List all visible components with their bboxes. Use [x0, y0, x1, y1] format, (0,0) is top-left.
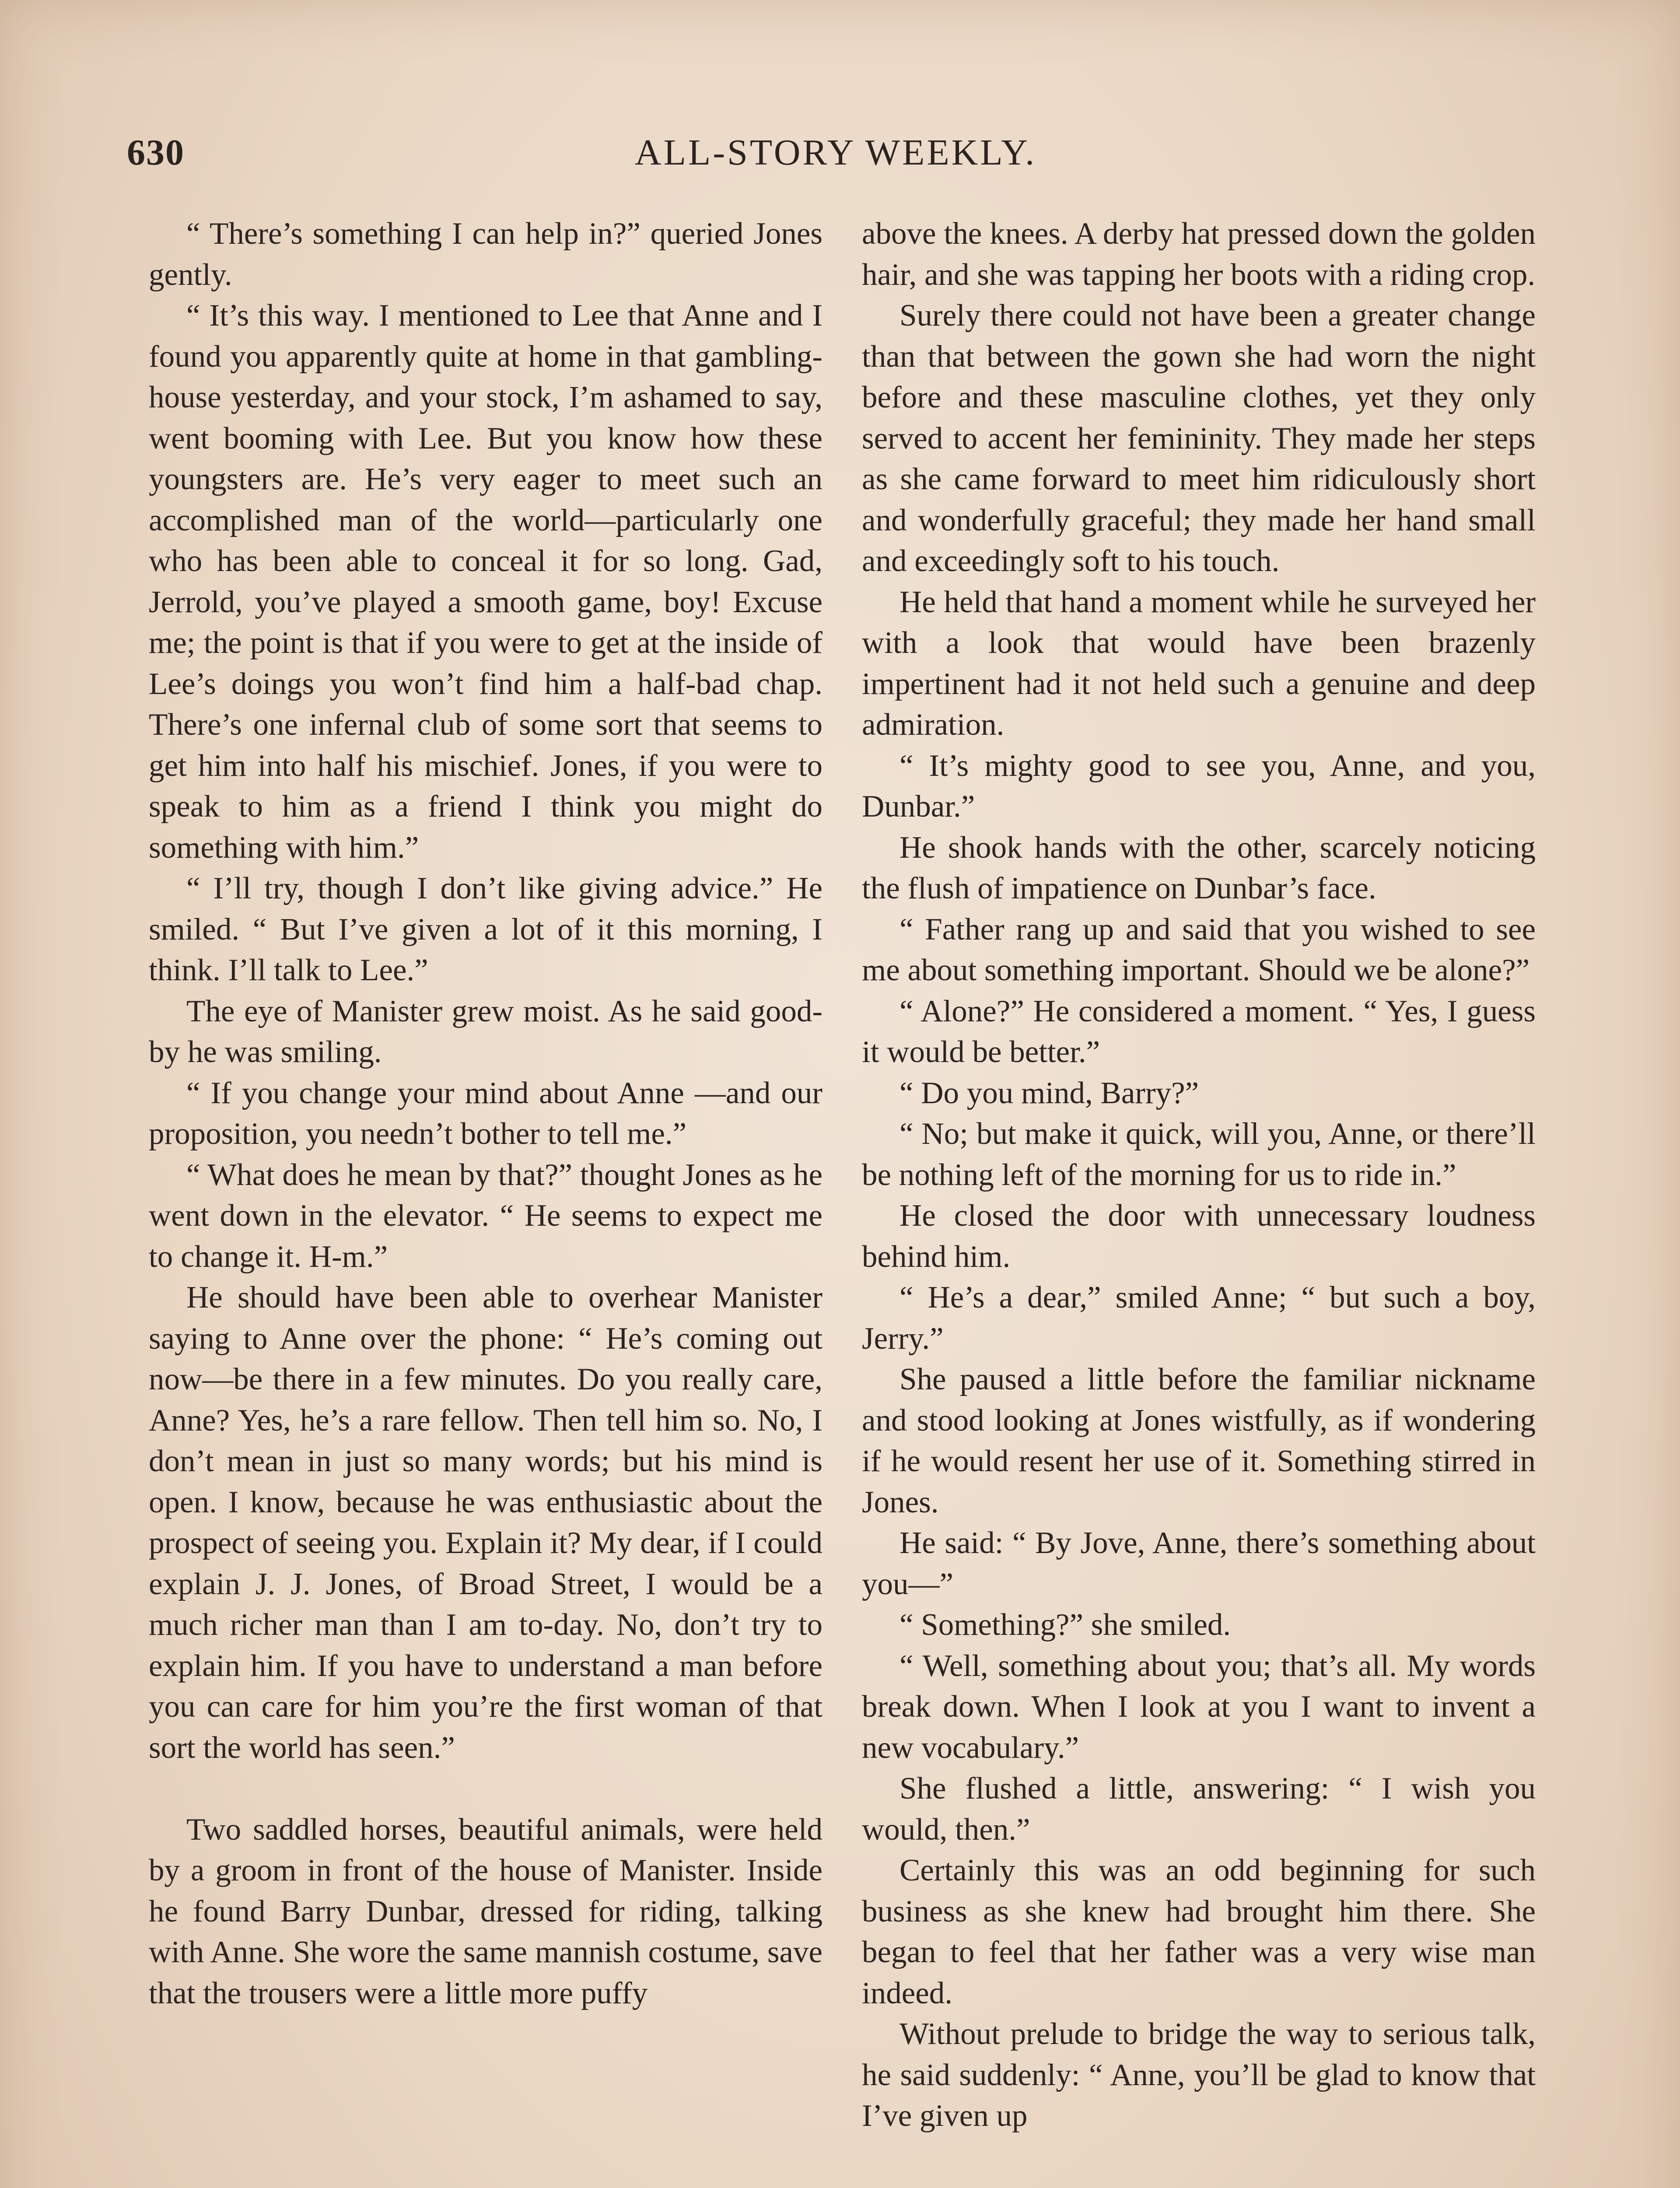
paragraph: He shook hands with the other, scarcely noticing the flush of impatience on Dunbar’s face.: [862, 830, 1536, 905]
paragraph: She flushed a little, answering: “ I wish you would, then.”: [862, 1771, 1536, 1847]
running-head: ALL-STORY WEEKLY.: [634, 132, 1037, 173]
paragraph: “ Do you mind, Barry?”: [900, 1076, 1199, 1110]
paragraph: He held that hand a moment while he surveyed her with a look that would have been brazenly impertinent had it not held such a genuine and deep admiration.: [862, 585, 1536, 742]
paragraph: “ Father rang up and said that you wished to see me about something important. Should we be alone?”: [862, 912, 1536, 987]
paragraph: She paused a little before the familiar nickname and stood looking at Jones wistfully, as if wondering if he would resent her use of it. Something stirred in Jones.: [862, 1362, 1536, 1519]
paragraph: “ What does he mean by that?” thought Jones as he went down in the elevator. “ He seems to expect me to change it. H-m.”: [149, 1157, 822, 1274]
paragraph: Without prelude to bridge the way to serious talk, he said suddenly: “ Anne, you’ll be glad to know that I’ve given up: [862, 2017, 1536, 2133]
paragraph: “ It’s mighty good to see you, Anne, and you, Dunbar.”: [862, 748, 1536, 824]
paragraph: “ If you change your mind about Anne —and our proposition, you needn’t bother to tell me.”: [149, 1076, 822, 1151]
right-text-column: [862, 214, 1536, 2137]
paragraph: He closed the door with unnecessary loudness behind him.: [862, 1199, 1536, 1274]
page-number: 630: [127, 132, 185, 173]
paragraph: “ No; but make it quick, will you, Anne, or there’ll be nothing left of the morning for us to ride in.”: [862, 1117, 1536, 1192]
paragraph: The eye of Manister grew moist. As he said good-by he was smiling.: [149, 994, 822, 1069]
paragraph: He should have been able to overhear Manister saying to Anne over the phone: “ He’s coming out now—be there in a few minutes. Do you really care, Anne? Yes, he’s a rare fellow. Then tell him so. No, I don’t mean in just so many words; but his mind is open. I know, because he was enthusiastic about the prospect of seeing you. Explain it? My dear, if I could explain J. J. Jones, of Broad Street, I would be a much richer man than I am to-day. No, don’t try to explain him. If you have to understand a man before you can care for him you’re the first woman of that sort the world has seen.”: [149, 1280, 822, 1765]
paragraph: “ Something?” she smiled.: [900, 1608, 1231, 1642]
paragraph: Surely there could not have been a greater change than that between the gown she had worn the night before and these masculine clothes, yet they only served to accent her femininity. They made her steps as she came forward to meet him ridiculously short and wonderfully graceful; they made her hand small and exceedingly soft to his touch.: [862, 298, 1536, 578]
paragraph: “ Alone?” He considered a moment. “ Yes, I guess it would be better.”: [862, 994, 1536, 1069]
page-header: [127, 131, 1544, 184]
paragraph-section-break: Two saddled horses, beautiful animals, were held by a groom in front of the house of Manister. Inside he found Barry Dunbar, dressed for riding, talking with Anne. She wore the same mannish costume, save that the trousers were a little more puffy: [149, 1812, 822, 2010]
left-text-column: [149, 214, 822, 2014]
paragraph: “ Well, something about you; that’s all. My words break down. When I look at you I want to invent a new vocabulary.”: [862, 1648, 1536, 1765]
paragraph: Certainly this was an odd beginning for such business as she knew had brought him there. She began to feel that her father was a very wise man indeed.: [862, 1853, 1536, 2010]
paragraph: “ He’s a dear,” smiled Anne; “ but such a boy, Jerry.”: [862, 1280, 1536, 1356]
paragraph-continued: above the knees. A derby hat pressed down the golden hair, and she was tapping her boots with a riding crop.: [862, 217, 1536, 292]
paragraph: “ There’s something I can help in?” queried Jones gently.: [149, 217, 822, 292]
paragraph: “ It’s this way. I mentioned to Lee that Anne and I found you apparently quite at home in that gambling-house yesterday, and your stock, I’m ashamed to say, went booming with Lee. But you know how these youngsters are. He’s very eager to meet such an accomplished man of the world—particularly one who has been able to conceal it for so long. Gad, Jerrold, you’ve played a smooth game, boy! Excuse me; the point is that if you were to get at the inside of Lee’s doings you won’t find him a half-bad chap. There’s one infernal club of some sort that seems to get him into half his mischief. Jones, if you were to speak to him as a friend I think you might do something with him.”: [149, 298, 822, 865]
paragraph: “ I’ll try, though I don’t like giving advice.” He smiled. “ But I’ve given a lot of it this morning, I think. I’ll talk to Lee.”: [149, 871, 822, 987]
paragraph: He said: “ By Jove, Anne, there’s something about you—”: [862, 1526, 1536, 1601]
